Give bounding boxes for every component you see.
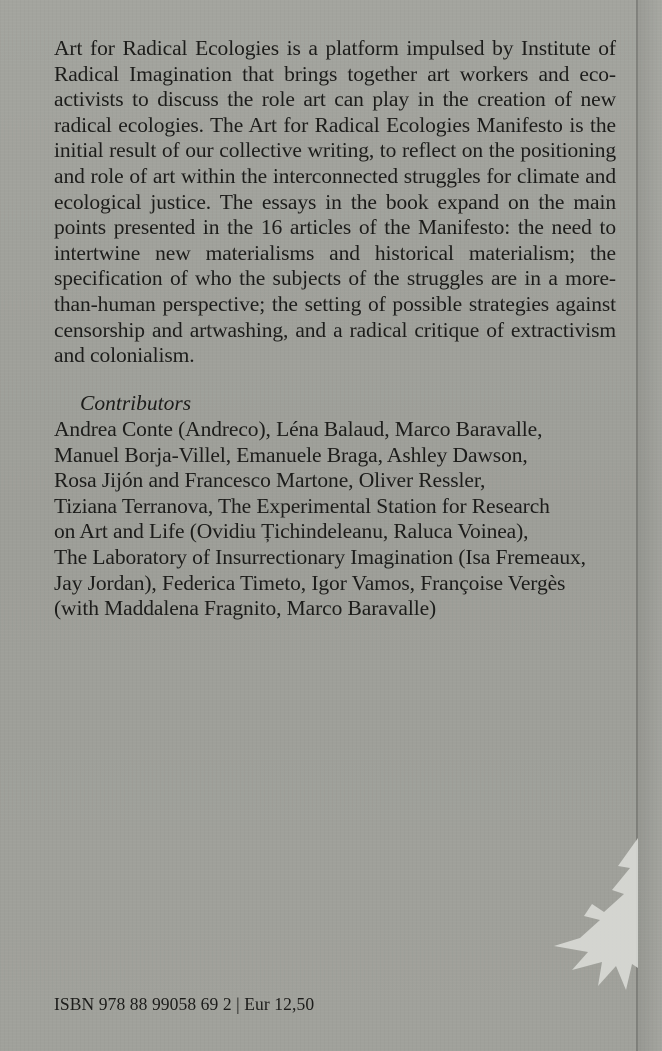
contributors-line: Andrea Conte (Andreco), Léna Balaud, Marco Baravalle, — [54, 417, 543, 441]
book-description: Art for Radical Ecologies is a platform impulsed by Institute of Radical Imagination that brings together art workers and eco-activists to discuss the role art can play in the creation of new radical ecologies. The Art for Radical Ecologies Manifesto is the initial result of our collective writing, to reflect on the positioning and role of art within the interconnected struggles for climate and ecological justice. The essays in the book expand on the main points presented in the 16 articles of the Manifesto: the need to intertwine new materialisms and historical materialism; the specification of who the subjects of the struggles are in a more-than-human perspective; the setting of possible strategies against censorship and artwashing, and a radical critique of extractivism and colonialism. — [54, 36, 616, 368]
publisher-logo-icon — [554, 838, 638, 998]
contributors-line: Manuel Borja-Villel, Emanuele Braga, Ashley Dawson, — [54, 442, 528, 467]
contributors-line: The Laboratory of Insurrectionary Imagination (Isa Fremeaux, — [54, 544, 586, 569]
contributors-line: Jay Jordan), Federica Timeto, Igor Vamos, Françoise Vergès — [54, 570, 566, 595]
contributors-line: Tiziana Terranova, The Experimental Station for Research — [54, 493, 550, 518]
spine-edge — [638, 0, 662, 1051]
contributors-line: on Art and Life (Ovidiu Țichindeleanu, Raluca Voinea), — [54, 519, 529, 544]
contributors-heading: Contributors — [80, 391, 192, 415]
contributors-line: Rosa Jijón and Francesco Martone, Oliver Ressler, — [54, 468, 486, 493]
contributors-line: (with Maddalena Fragnito, Marco Baravalle) — [54, 596, 437, 621]
isbn-price: ISBN 978 88 99058 69 2 | Eur 12,50 — [54, 994, 315, 1014]
contributors-list — [54, 417, 614, 622]
